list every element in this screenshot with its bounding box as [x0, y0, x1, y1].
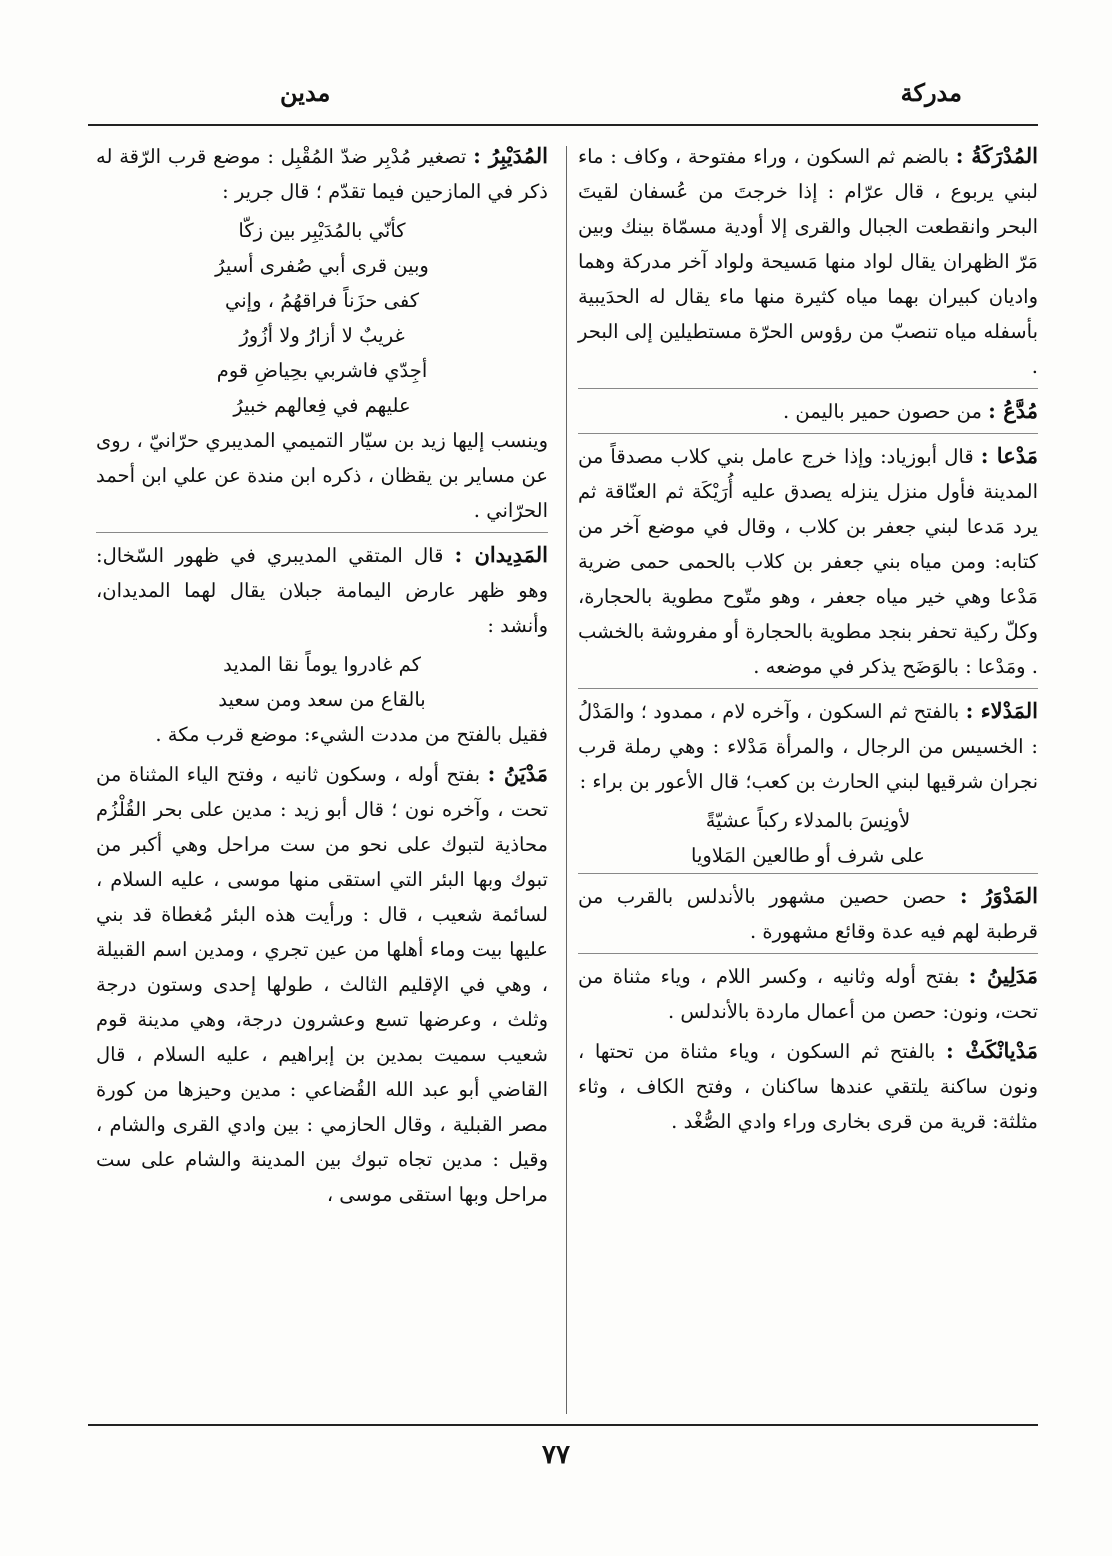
- entry-text: من حصون حمير باليمن .: [782, 400, 982, 423]
- entry-headword: المُدْرَكَةُ :: [955, 143, 1039, 168]
- entry-text: بالفتح ثم السكون ، وآخره لام ، ممدود ؛ والمَدْلُ : الخسيس من الرجال ، والمرأة مَدْلاء : وهي رملة قرب نجران شرقيها لبني الحارث بن كعب؛ قال الأعور بن براء :: [578, 700, 1038, 793]
- running-head-left: مدين: [280, 78, 331, 107]
- entry-mada: [578, 433, 1038, 684]
- poem-al-madla: [578, 803, 1038, 873]
- entry-mudda: [578, 388, 1038, 429]
- poem-verse: غريبٌ لا أزارُ ولا أزُورُ: [239, 324, 405, 347]
- entry-text: بالضم ثم السكون ، وراء مفتوحة ، وكاف : ماء لبني يربوع ، قال عرّام : إذا خرجتَ من عُسفان لقيتَ البحر وانقطعت الجبال والقرى إلا أودية مسمّاة بينك وبين مَرّ الظهران يقال لواد منها مَسيحة ولواد آخر مدركة وهما واديان كبيران بهما مياه كثيرة منها ماء يقال له الحدَيبية بأسفله مياه تنصبّ من رؤوس الحرّة مستطيلين إلى البحر .: [578, 145, 1038, 378]
- entry-text: بفتح أوله ، وسكون ثانيه ، وفتح الياء المثناة من تحت ، وآخره نون ؛ قال أبو زيد : مدين على بحر القُلْزُم محاذية لتبوك على نحو من ست مراحل وهي أكبر من تبوك وبها البئر التي استقى منها موسى ، عليه السلام ، لسائمة شعيب ، قال : ورأيت هذه البئر مُغطاة قد بني عليها بيت وماء أهلها من عين تجري ، ومدين اسم القبيلة ، وهي في الإقليم الثالث ، طولها إحدى وستون درجة وثلث ، وعرضها تسع وعشرون درجة، وهي مدينة قوم شعيب سميت بمدين بن إبراهيم ، عليه السلام ، قال القاضي أبو عبد الله القُضاعي : مدين وحيزها من كورة مصر القبلية ، وقال الحازمي : بين وادي القرى والشام ، وقيل : مدين تجاه تبوك بين المدينة والشام على ست مراحل وبها استقى موسى ،: [96, 763, 548, 1206]
- right-column: [578, 138, 1038, 1143]
- entry-al-madidan: [96, 532, 548, 643]
- entry-text: قال أبوزياد: وإذا خرج عامل بني كلاب مصدقاً من المدينة فأول منزل ينزله يصدق عليه أُرَيْكَة ثم العنّاقة ثم يرد مَدعا لبني جعفر بن كلاب ، وقال في موضع آخر من كتابه: ومن مياه بني جعفر بن كلاب بالحمى حمى ضرية مَدْعا وهي خير مياه جعفر ، وهو متّوح مطوية بالحجارة، وكلّ ركية تحفر بنجد مطوية بالحجارة أو مفروشة بالخشب . ومَدْعا : بالوَضَح يذكر في موضعه .: [578, 445, 1038, 678]
- footer-rule: [88, 1424, 1038, 1426]
- entry-al-madidan-continued: فقيل بالفتح من مددت الشيء: موضع قرب مكة .: [155, 723, 548, 746]
- column-divider: [566, 146, 567, 1414]
- poem-verse: على شرف أو طالعين المَلاويا: [691, 844, 925, 867]
- poem-verse: عليهم في فِعالهم خبيرُ: [233, 394, 411, 417]
- entry-madyan: [96, 756, 548, 1212]
- entry-headword: المَدْلاء :: [965, 698, 1038, 723]
- entry-headword: المَدِيدان :: [454, 542, 548, 567]
- entry-madyankath: [578, 1033, 1038, 1139]
- page-number: ٧٧: [542, 1440, 570, 1470]
- entry-headword: مَدَلِينُ :: [968, 963, 1038, 988]
- poem-verse: وبين قرى أبي صُفرى أسيرُ: [215, 254, 429, 277]
- poem-verse: بالقاع من سعد ومن سعيد: [218, 688, 426, 711]
- entry-headword: المَدْوَرُ :: [959, 883, 1039, 908]
- entry-text: تصغير مُدْبِر ضدّ المُقْبِل : موضع قرب الرّقة له ذكر في المازحين فيما تقدّم ؛ قال جرير :: [96, 145, 548, 203]
- poem-al-madidan: [96, 647, 548, 717]
- entry-text: قال المتقي المديبري في ظهور السّخال: وهو ظهر عارض اليمامة جبلان يقال لهما المديدان، وأنشد :: [96, 544, 548, 637]
- entry-al-mudaybir: [96, 138, 548, 209]
- poem-verse: كفى حزَناً فراقهُمُ ، وإني: [225, 289, 419, 312]
- entry-text: حصن حصين مشهور بالأندلس بالقرب من قرطبة لهم فيه عدة وقائع مشهورة .: [578, 885, 1038, 943]
- entry-headword: مَدْعا :: [980, 443, 1039, 468]
- poem-al-mudaybir: [96, 213, 548, 423]
- entry-al-madwar: [578, 873, 1038, 949]
- entry-headword: مَدْيَنُ :: [487, 761, 548, 786]
- entry-text: بالفتح ثم السكون ، وياء مثناة من تحتها ، ونون ساكنة يلتقي عندها ساكنان ، وفتح الكاف ، وثاء مثلثة: قرية من قرى بخارى وراء وادي الصُّغْد .: [578, 1040, 1038, 1133]
- poem-verse: كأنّي بالمُدَيْبِر بين زكّا: [238, 219, 406, 242]
- entry-headword: مَدْيانْكَثْ :: [946, 1038, 1039, 1063]
- entry-headword: مُدَّعُ :: [988, 398, 1038, 423]
- poem-verse: أجِدّي فاشربي بحِياضِ قوم: [216, 359, 428, 382]
- entry-al-mudaybir-continued: وينسب إليها زيد بن سيّار التميمي المديبري حرّانيّ ، روى عن مساير بن يقظان ، ذكره ابن مندة عن علي ابن أحمد الحرّاني .: [96, 429, 548, 522]
- poem-verse: لأونِسَ بالمدلاء ركباً عشيّةً: [705, 809, 911, 832]
- entry-al-mudrakah: [578, 138, 1038, 384]
- entry-al-madla: [578, 688, 1038, 799]
- poem-verse: كم غادروا يوماً نقا المديد: [223, 653, 421, 676]
- entry-madalin: [578, 953, 1038, 1029]
- header-rule: [88, 124, 1038, 126]
- running-head-right: مدركة: [900, 78, 962, 107]
- left-column: [96, 138, 548, 1216]
- entry-text: بفتح أوله وثانيه ، وكسر اللام ، وياء مثناة من تحت، ونون: حصن من أعمال ماردة بالأندلس .: [578, 965, 1038, 1023]
- entry-headword: المُدَيْبِرُ :: [473, 143, 549, 168]
